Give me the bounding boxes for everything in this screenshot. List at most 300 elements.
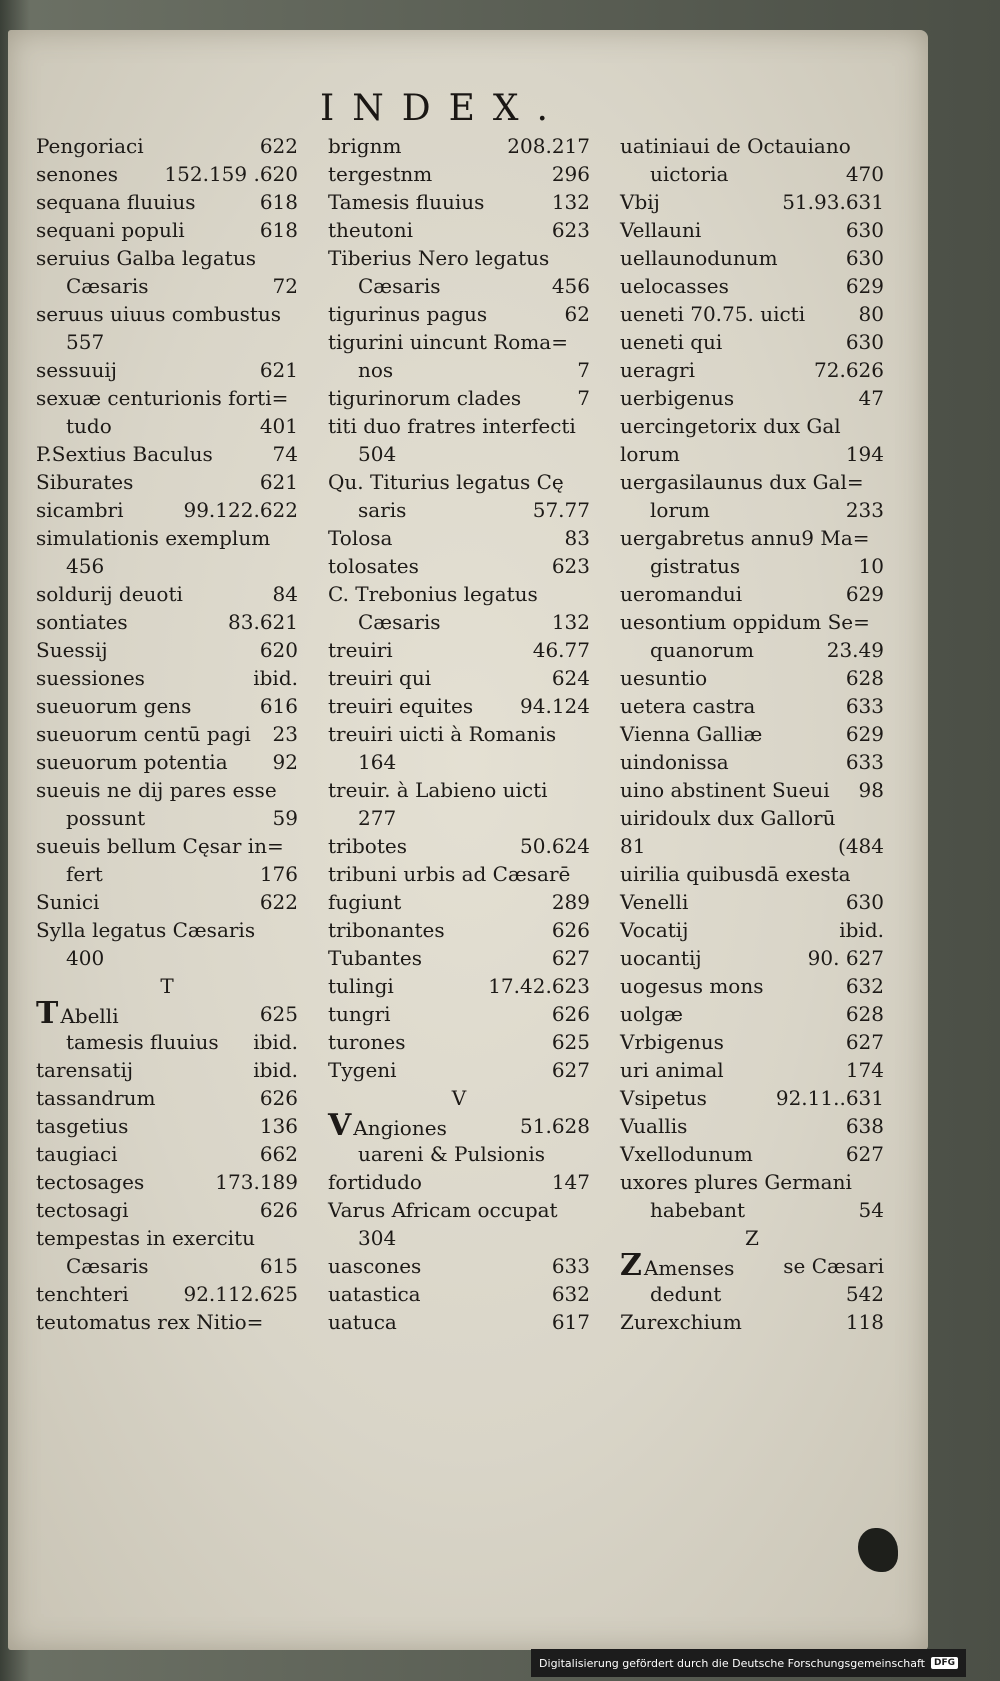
entry-term bbox=[620, 132, 851, 160]
entry-term bbox=[36, 1280, 129, 1308]
entry-pages: 625 bbox=[259, 1002, 298, 1026]
entry-term bbox=[358, 440, 396, 468]
entry-term bbox=[328, 636, 393, 664]
entry-pages: 136 bbox=[259, 1114, 298, 1138]
index-entry bbox=[620, 832, 884, 860]
entry-term bbox=[36, 888, 99, 916]
entry-term bbox=[66, 944, 104, 972]
entry-term bbox=[620, 888, 688, 916]
entry-term bbox=[36, 468, 133, 496]
entry-term bbox=[620, 272, 729, 300]
entry-term bbox=[328, 692, 473, 720]
index-entry bbox=[328, 972, 590, 1000]
index-entry bbox=[328, 1108, 590, 1143]
entry-text: fugiunt bbox=[328, 890, 402, 914]
entry-pages: 627 bbox=[551, 946, 590, 970]
entry-text: Vrbigenus bbox=[620, 1030, 724, 1054]
entry-term bbox=[328, 1196, 558, 1224]
entry-pages: 59 bbox=[272, 806, 298, 830]
entry-text: habebant bbox=[650, 1198, 746, 1222]
entry-pages: 84 bbox=[272, 582, 298, 606]
entry-pages: 17.42.623 bbox=[488, 974, 590, 998]
entry-term bbox=[358, 356, 393, 384]
entry-term bbox=[36, 160, 118, 188]
index-entry bbox=[36, 468, 298, 496]
entry-pages: 632 bbox=[845, 974, 884, 998]
entry-text: sexuæ centurionis forti= bbox=[36, 386, 289, 410]
entry-term bbox=[36, 1224, 255, 1252]
index-entry bbox=[328, 552, 590, 580]
index-entry bbox=[620, 804, 884, 832]
entry-term bbox=[328, 860, 570, 888]
entry-term bbox=[66, 552, 104, 580]
entry-term bbox=[620, 384, 734, 412]
entry-term bbox=[620, 664, 707, 692]
entry-pages: 627 bbox=[845, 1030, 884, 1054]
entry-pages: 623 bbox=[551, 218, 590, 242]
entry-pages: 628 bbox=[845, 666, 884, 690]
index-entry bbox=[36, 440, 298, 468]
entry-term bbox=[36, 244, 256, 272]
entry-term bbox=[620, 1112, 687, 1140]
entry-term bbox=[620, 1308, 742, 1336]
entry-term bbox=[328, 664, 431, 692]
entry-term bbox=[620, 524, 870, 552]
index-entry bbox=[328, 944, 590, 972]
entry-text: saris bbox=[358, 498, 407, 522]
entry-term bbox=[620, 1168, 852, 1196]
index-entry bbox=[328, 720, 590, 748]
entry-pages: 622 bbox=[259, 134, 298, 158]
entry-term bbox=[328, 972, 394, 1000]
entry-term bbox=[328, 888, 401, 916]
index-entry bbox=[328, 356, 590, 384]
index-entry bbox=[620, 748, 884, 776]
entry-pages: 627 bbox=[551, 1058, 590, 1082]
entry-pages: 627 bbox=[845, 1142, 884, 1166]
entry-pages: 80 bbox=[858, 302, 884, 326]
entry-pages: 624 bbox=[551, 666, 590, 690]
entry-text: uetera castra bbox=[620, 694, 756, 718]
entry-pages: 173.189 bbox=[215, 1170, 298, 1194]
entry-pages: 630 bbox=[845, 890, 884, 914]
index-entry bbox=[36, 300, 298, 328]
index-entry bbox=[36, 552, 298, 580]
index-entry bbox=[328, 580, 590, 608]
entry-text: sueuorum potentia bbox=[36, 750, 228, 774]
entry-text: treuiri uicti à Romanis bbox=[328, 722, 557, 746]
entry-term bbox=[36, 1140, 118, 1168]
entry-pages: 470 bbox=[845, 162, 884, 186]
index-entry bbox=[36, 1112, 298, 1140]
index-entry bbox=[36, 608, 298, 636]
index-entry bbox=[328, 412, 590, 440]
entry-pages: 616 bbox=[259, 694, 298, 718]
index-entry bbox=[36, 1168, 298, 1196]
entry-text: uatuca bbox=[328, 1310, 397, 1334]
entry-term bbox=[620, 300, 805, 328]
entry-term bbox=[358, 1224, 396, 1252]
index-entry bbox=[620, 356, 884, 384]
index-entry bbox=[36, 832, 298, 860]
index-entry bbox=[620, 244, 884, 272]
entry-text: lorum bbox=[650, 498, 710, 522]
entry-text: uictoria bbox=[650, 162, 729, 186]
entry-text: Tamesis fluuius bbox=[328, 190, 485, 214]
entry-term bbox=[620, 216, 701, 244]
entry-term bbox=[328, 916, 445, 944]
index-entry bbox=[328, 216, 590, 244]
entry-term bbox=[36, 132, 144, 160]
entry-text: Venelli bbox=[620, 890, 689, 914]
index-entry bbox=[328, 188, 590, 216]
entry-pages: 638 bbox=[845, 1114, 884, 1138]
entry-text: fert bbox=[66, 862, 103, 886]
entry-term bbox=[620, 692, 755, 720]
entry-text: uareni & Pulsionis bbox=[358, 1142, 545, 1166]
drop-capital: T bbox=[36, 996, 59, 1031]
index-entry bbox=[620, 608, 884, 636]
index-entry bbox=[620, 1280, 884, 1308]
entry-term bbox=[36, 636, 108, 664]
entry-text: nos bbox=[358, 358, 394, 382]
index-entry bbox=[36, 188, 298, 216]
entry-term bbox=[650, 1280, 721, 1308]
index-entry bbox=[328, 244, 590, 272]
index-entry bbox=[620, 1056, 884, 1084]
index-entry bbox=[620, 468, 884, 496]
entry-term bbox=[620, 860, 851, 888]
entry-pages: 618 bbox=[259, 218, 298, 242]
entry-text: sueuorum gens bbox=[36, 694, 192, 718]
index-entry bbox=[36, 996, 298, 1031]
entry-text: uolgæ bbox=[620, 1002, 683, 1026]
entry-text: 277 bbox=[358, 806, 397, 830]
drop-capital: Z bbox=[620, 1248, 642, 1283]
index-entry bbox=[620, 860, 884, 888]
entry-text: Cæsaris bbox=[358, 610, 441, 634]
index-entry bbox=[328, 1168, 590, 1196]
index-entry bbox=[36, 720, 298, 748]
entry-term bbox=[328, 328, 568, 356]
index-entry bbox=[620, 776, 884, 804]
entry-pages: 132 bbox=[551, 190, 590, 214]
entry-pages: 92.112.625 bbox=[183, 1282, 298, 1306]
entry-text: tergestnm bbox=[328, 162, 433, 186]
entry-text: uindonissa bbox=[620, 750, 729, 774]
entry-text: C. Trebonius legatus bbox=[328, 582, 538, 606]
entry-pages: 633 bbox=[845, 750, 884, 774]
entry-text: ueragri bbox=[620, 358, 695, 382]
entry-text: Amenses bbox=[643, 1256, 735, 1280]
entry-pages: 176 bbox=[259, 862, 298, 886]
index-entry bbox=[36, 216, 298, 244]
entry-pages: 633 bbox=[845, 694, 884, 718]
index-entry bbox=[620, 1308, 884, 1336]
entry-pages: 90. 627 bbox=[807, 946, 884, 970]
entry-term bbox=[328, 1168, 422, 1196]
entry-pages: 662 bbox=[259, 1142, 298, 1166]
entry-term bbox=[36, 1056, 133, 1084]
entry-term bbox=[36, 580, 183, 608]
entry-term bbox=[36, 300, 281, 328]
entry-text: teutomatus rex Nitio= bbox=[36, 1310, 264, 1334]
index-entry bbox=[36, 1084, 298, 1112]
entry-pages: 629 bbox=[845, 582, 884, 606]
entry-term bbox=[620, 748, 729, 776]
entry-term bbox=[620, 412, 841, 440]
index-entry bbox=[36, 1224, 298, 1252]
entry-term bbox=[328, 552, 419, 580]
entry-term bbox=[620, 804, 836, 832]
entry-term bbox=[620, 1028, 724, 1056]
entry-text: uiridoulx dux Gallorū bbox=[620, 806, 836, 830]
entry-term bbox=[620, 832, 645, 860]
entry-term bbox=[650, 160, 728, 188]
entry-text: tassandrum bbox=[36, 1086, 156, 1110]
index-entry bbox=[36, 580, 298, 608]
entry-pages: 629 bbox=[845, 274, 884, 298]
entry-pages: 10 bbox=[858, 554, 884, 578]
entry-pages: 92 bbox=[272, 750, 298, 774]
entry-text: uascones bbox=[328, 1254, 422, 1278]
page-title: INDEX. bbox=[320, 88, 566, 129]
entry-term bbox=[328, 1000, 391, 1028]
entry-term bbox=[620, 776, 830, 804]
index-entry bbox=[620, 664, 884, 692]
entry-text: uesontium oppidum Se= bbox=[620, 610, 870, 634]
index-entry bbox=[36, 776, 298, 804]
index-entry bbox=[328, 300, 590, 328]
index-entry bbox=[328, 160, 590, 188]
index-entry bbox=[328, 888, 590, 916]
entry-term bbox=[36, 1084, 156, 1112]
entry-term bbox=[66, 412, 112, 440]
entry-term bbox=[620, 1248, 735, 1283]
entry-pages: 628 bbox=[845, 1002, 884, 1026]
entry-text: Cæsaris bbox=[66, 1254, 149, 1278]
index-entry bbox=[620, 916, 884, 944]
entry-text: Angiones bbox=[353, 1116, 447, 1140]
entry-text: seruus uiuus combustus bbox=[36, 302, 282, 326]
entry-text: uogesus mons bbox=[620, 974, 764, 998]
entry-pages: 152.159 .620 bbox=[164, 162, 298, 186]
entry-pages: 118 bbox=[845, 1310, 884, 1334]
entry-text: fortidudo bbox=[328, 1170, 422, 1194]
index-entry bbox=[36, 916, 298, 944]
entry-term bbox=[620, 608, 870, 636]
entry-text: Abelli bbox=[60, 1004, 119, 1028]
entry-term bbox=[328, 944, 422, 972]
entry-pages: 233 bbox=[845, 498, 884, 522]
drop-capital: V bbox=[328, 1108, 352, 1143]
entry-text: 164 bbox=[358, 750, 397, 774]
index-entry bbox=[36, 692, 298, 720]
entry-term bbox=[745, 1224, 759, 1252]
entry-text: 504 bbox=[358, 442, 397, 466]
entry-text: sicambri bbox=[36, 498, 124, 522]
entry-pages: 620 bbox=[259, 638, 298, 662]
entry-term bbox=[620, 468, 864, 496]
entry-term bbox=[66, 1028, 219, 1056]
entry-term bbox=[160, 972, 173, 1000]
entry-term bbox=[358, 608, 441, 636]
index-entry bbox=[328, 1308, 590, 1336]
entry-pages: 72 bbox=[272, 274, 298, 298]
entry-term bbox=[66, 860, 103, 888]
index-entry bbox=[620, 1140, 884, 1168]
entry-text: tempestas in exercitu bbox=[36, 1226, 255, 1250]
index-entry bbox=[36, 664, 298, 692]
entry-term bbox=[328, 720, 556, 748]
entry-text: titi duo fratres interfecti bbox=[328, 414, 576, 438]
entry-text: uergasilaunus dux Gal= bbox=[620, 470, 864, 494]
entry-text: gistratus bbox=[650, 554, 741, 578]
entry-term bbox=[328, 384, 521, 412]
index-entry bbox=[620, 1112, 884, 1140]
entry-text: uri animal bbox=[620, 1058, 724, 1082]
index-entry bbox=[328, 272, 590, 300]
entry-pages: 626 bbox=[551, 918, 590, 942]
entry-text: sueuis ne dij pares esse bbox=[36, 778, 277, 802]
entry-term bbox=[328, 468, 564, 496]
entry-term bbox=[36, 664, 145, 692]
entry-text: sontiates bbox=[36, 610, 128, 634]
entry-pages: 132 bbox=[551, 610, 590, 634]
index-entry bbox=[620, 888, 884, 916]
index-entry bbox=[328, 384, 590, 412]
entry-pages: ibid. bbox=[253, 1030, 298, 1054]
entry-pages: 99.122.622 bbox=[183, 498, 298, 522]
entry-term bbox=[650, 636, 754, 664]
index-entry bbox=[36, 524, 298, 552]
entry-term bbox=[36, 1196, 129, 1224]
entry-text: tigurini uincunt Roma= bbox=[328, 330, 568, 354]
entry-pages: ibid. bbox=[253, 1058, 298, 1082]
entry-term bbox=[328, 776, 548, 804]
index-entry bbox=[328, 1196, 590, 1224]
entry-pages: 630 bbox=[845, 218, 884, 242]
entry-term bbox=[36, 748, 228, 776]
entry-text: turones bbox=[328, 1030, 406, 1054]
entry-term bbox=[358, 272, 441, 300]
index-entry bbox=[620, 412, 884, 440]
entry-pages: 632 bbox=[551, 1282, 590, 1306]
entry-pages: 174 bbox=[845, 1058, 884, 1082]
index-entry bbox=[36, 244, 298, 272]
entry-text: Vuallis bbox=[620, 1114, 688, 1138]
entry-term bbox=[620, 1084, 707, 1112]
entry-pages: 630 bbox=[845, 330, 884, 354]
index-entry bbox=[36, 1280, 298, 1308]
index-column-2 bbox=[328, 132, 590, 1336]
entry-text: tigurinorum clades bbox=[328, 386, 522, 410]
index-entry bbox=[328, 468, 590, 496]
index-entry bbox=[620, 272, 884, 300]
entry-term bbox=[358, 1140, 545, 1168]
entry-text: 557 bbox=[66, 330, 105, 354]
index-entry bbox=[328, 664, 590, 692]
entry-term bbox=[620, 972, 763, 1000]
entry-pages: 23.49 bbox=[826, 638, 884, 662]
entry-text: tarensatij bbox=[36, 1058, 134, 1082]
entry-term bbox=[328, 300, 487, 328]
entry-term bbox=[328, 832, 407, 860]
index-entry bbox=[328, 1000, 590, 1028]
entry-text: tribonantes bbox=[328, 918, 445, 942]
entry-text: Varus Africam occupat bbox=[328, 1198, 558, 1222]
index-entry bbox=[620, 1000, 884, 1028]
index-entry bbox=[328, 132, 590, 160]
entry-text: seruius Galba legatus bbox=[36, 246, 256, 270]
entry-pages: 626 bbox=[259, 1086, 298, 1110]
entry-term bbox=[620, 944, 702, 972]
entry-text: Siburates bbox=[36, 470, 134, 494]
index-entry bbox=[620, 580, 884, 608]
entry-term bbox=[36, 216, 185, 244]
entry-term bbox=[328, 244, 549, 272]
entry-term bbox=[620, 1000, 683, 1028]
index-entry bbox=[328, 1028, 590, 1056]
entry-pages: 51.93.631 bbox=[782, 190, 884, 214]
entry-text: 456 bbox=[66, 554, 105, 578]
index-entry bbox=[36, 412, 298, 440]
index-entry bbox=[36, 1252, 298, 1280]
index-entry bbox=[36, 1196, 298, 1224]
entry-pages: 72.626 bbox=[814, 358, 884, 382]
entry-text: quanorum bbox=[650, 638, 754, 662]
entry-pages: 92.11..631 bbox=[775, 1086, 884, 1110]
index-entry bbox=[36, 944, 298, 972]
entry-term bbox=[620, 720, 762, 748]
entry-term bbox=[66, 328, 104, 356]
entry-text: 81 bbox=[620, 834, 646, 858]
footer-text: Digitalisierung gefördert durch die Deutsche Forschungsgemeinschaft bbox=[539, 1656, 925, 1670]
entry-text: Tubantes bbox=[328, 946, 422, 970]
entry-pages: se Cæsari bbox=[783, 1254, 884, 1278]
index-entry bbox=[620, 972, 884, 1000]
entry-text: Zurexchium bbox=[620, 1310, 742, 1334]
index-letter-heading bbox=[620, 1224, 884, 1252]
index-entry bbox=[328, 328, 590, 356]
entry-pages: 618 bbox=[259, 190, 298, 214]
index-entry bbox=[328, 804, 590, 832]
index-entry bbox=[620, 300, 884, 328]
index-entry bbox=[620, 720, 884, 748]
entry-pages: ibid. bbox=[253, 666, 298, 690]
entry-term bbox=[358, 748, 396, 776]
index-entry bbox=[620, 496, 884, 524]
entry-pages: 633 bbox=[551, 1254, 590, 1278]
entry-pages: 57.77 bbox=[532, 498, 590, 522]
entry-text: tamesis fluuius bbox=[66, 1030, 219, 1054]
index-entry bbox=[36, 356, 298, 384]
index-entry bbox=[328, 776, 590, 804]
index-entry bbox=[620, 188, 884, 216]
index-entry bbox=[620, 216, 884, 244]
entry-pages: 83.621 bbox=[228, 610, 298, 634]
entry-text: treuiri bbox=[328, 638, 393, 662]
entry-pages: 617 bbox=[551, 1310, 590, 1334]
entry-text: 400 bbox=[66, 946, 105, 970]
index-entry bbox=[620, 1196, 884, 1224]
entry-text: simulationis exemplum bbox=[36, 526, 271, 550]
entry-text: tectosages bbox=[36, 1170, 145, 1194]
entry-term bbox=[328, 132, 401, 160]
entry-pages: 623 bbox=[551, 554, 590, 578]
entry-term bbox=[36, 996, 119, 1031]
entry-term bbox=[36, 720, 251, 748]
